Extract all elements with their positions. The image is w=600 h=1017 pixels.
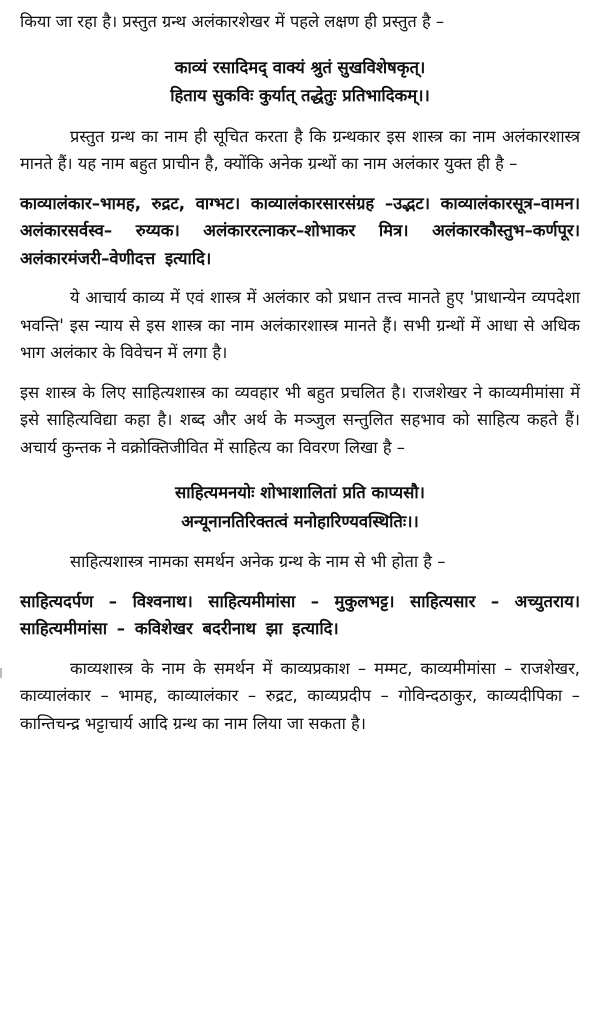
verse-2-line-2: अन्यूनानतिरिक्तत्वं मनोहारिण्यवस्थितिः।। (181, 511, 419, 531)
scan-edge-mark (0, 668, 2, 678)
paragraph-acharyas: ये आचार्य काव्य में एवं शास्त्र में अलंकार को प्रधान तत्त्व मानते हुए 'प्राधान्येन व्यपदेशा भवन्ति' इस न्याय से इस शास्त्र का नाम अलंकारशास्त्र मानते हैं। सभी ग्रन्थों में आधा से अधिक भाग अलंकार के विवेचन में लगा है। (20, 288, 580, 362)
list-sahitya-granthas: साहित्यदर्पण – विश्वनाथ। साहित्यमीमांसा – मुकुलभट्ट। साहित्यसार – अच्युतराय। साहित्यमीमांसा – कविशेखर बदरीनाथ झा इत्यादि। (20, 591, 580, 638)
verse-block-2 (20, 479, 580, 536)
document-page (20, 8, 580, 737)
list-alankara-granthas: काव्यालंकार–भामह, रुद्रट, वाग्भट। काव्यालंकारसारसंग्रह –उद्भट। काव्यालंकारसूत्र–वामन। अलंकारसर्वस्व– रुय्यक। अलंकाररत्नाकर–शोभाकर मित्र। अलंकारकौस्तुभ–कर्णपूर। अलंकारमंजरी–वेणीदत्त इत्यादि। (20, 193, 580, 268)
paragraph-kavyashastra: काव्यशास्त्र के नाम के समर्थन में काव्यप्रकाश – मम्मट, काव्यमीमांसा – राजशेखर, काव्यालंकार – भामह, काव्यालंकार – रुद्रट, काव्यप्रदीप – गोविन्दठाकुर, काव्यदीपिका – कान्तिचन्द्र भट्टाचार्य आदि ग्रन्थ का नाम लिया जा सकता है। (20, 658, 580, 733)
verse-2-line-1: साहित्यमनयोः शोभाशालितां प्रति काप्यसौ। (175, 483, 425, 502)
verse-block-1 (20, 54, 580, 111)
paragraph-name-alankarashastra: प्रस्तुत ग्रन्थ का नाम ही सूचित करता है कि ग्रन्थकार इस शास्त्र का नाम अलंकारशास्त्र मानते हैं। यह नाम बहुत प्राचीन है, क्योंकि अनेक ग्रन्थों का नाम अलंकार युक्त ही है – (20, 126, 580, 173)
paragraph-intro: किया जा रहा है। प्रस्तुत ग्रन्थ अलंकारशेखर में पहले लक्षण ही प्रस्तुत है – (20, 12, 445, 31)
paragraph-sahityashastra: इस शास्त्र के लिए साहित्यशास्त्र का व्यवहार भी बहुत प्रचलित है। राजशेखर ने काव्यमीमांसा में इसे साहित्यविद्या कहा है। शब्द और अर्थ के मञ्जुल सन्तुलित सहभाव को साहित्य कहते हैं। अचार्य कुन्तक ने वक्रोक्तिजीवित में साहित्य का विवरण लिखा है – (20, 382, 580, 457)
verse-1-line-2: हिताय सुकविः कुर्यात् तद्धेतुः प्रतिभादिकम्।। (170, 86, 430, 105)
verse-1-line-1: काव्यं रसादिमद् वाक्यं श्रुतं सुखविशेषकृत्। (174, 57, 426, 77)
paragraph-sahitya-support: साहित्यशास्त्र नामका समर्थन अनेक ग्रन्थ के नाम से भी होता है – (70, 552, 446, 571)
